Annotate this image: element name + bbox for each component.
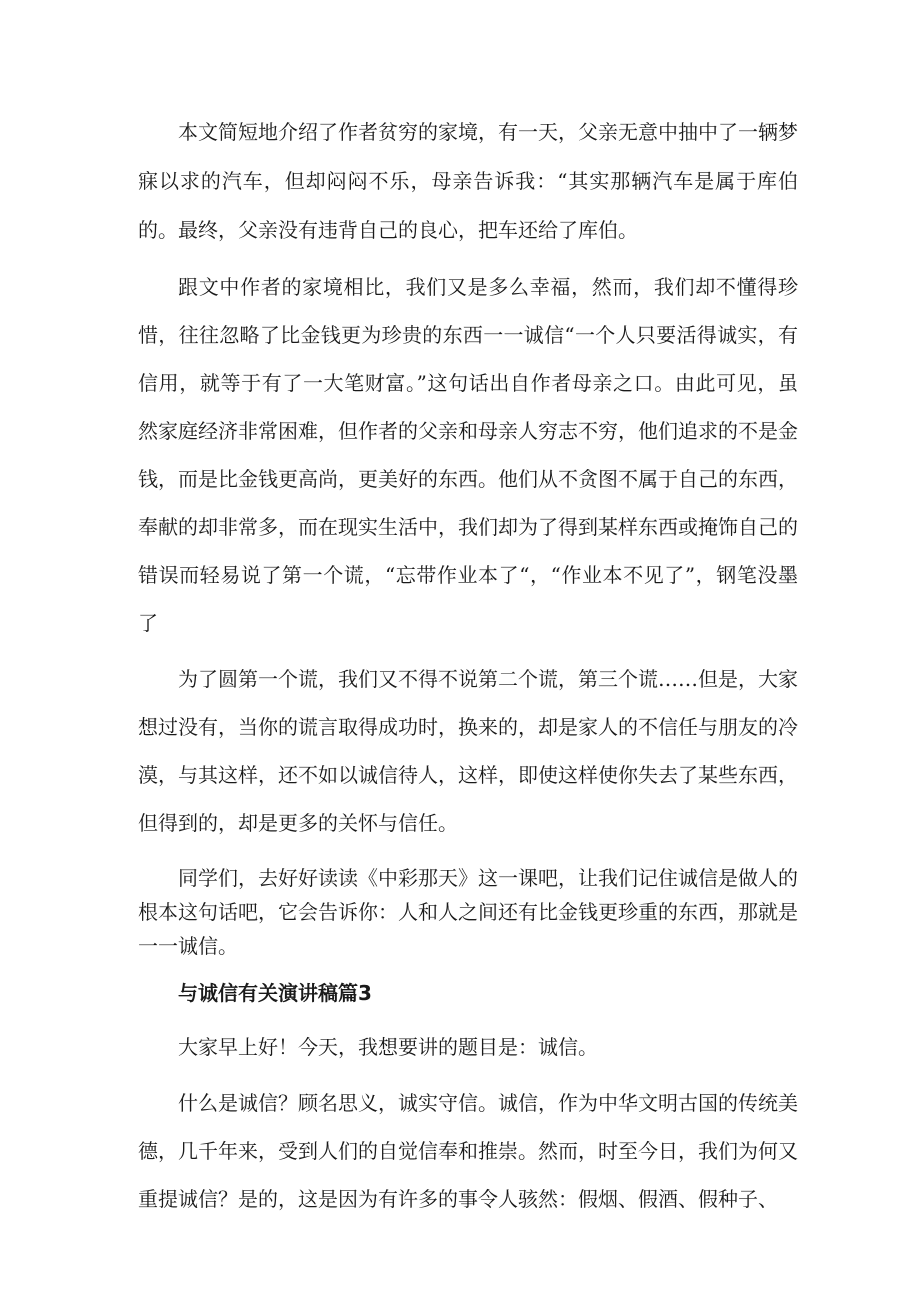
document-page [138, 108, 798, 1223]
paragraph-lies: 为了圆第一个谎，我们又不得不说第二个谎，第三个谎……但是，大家想过没有，当你的谎言取得成功时，换来的，却是家人的不信任与朋友的冷漠，与其这样，还不如以诚信待人，这样，即使这样使你失去了某些东西，但得到的，却是更多的关怀与信任。 [138, 667, 798, 835]
paragraph-greeting: 大家早上好！今天，我想要讲的题目是：诚信。 [178, 1035, 598, 1059]
paragraph-comparison: 跟文中作者的家境相比，我们又是多么幸福，然而，我们却不懂得珍惜，往往忽略了比金钱更为珍贵的东西一一诚信“一个人只要活得诚实，有信用，就等于有了一大笔财富。”这句话出自作者母亲之口。由此可见，虽然家庭经济非常困难，但作者的父亲和母亲人穷志不穷，他们追求的不是金钱，而是比金钱更高尚，更美好的东西。他们从不贪图不属于自己的东西，奉献的却非常多，而在现实生活中，我们却为了得到某样东西或掩饰自己的错误而轻易说了第一个谎，“忘带作业本了“，“作业本不见了”，钢笔没墨了 [138, 275, 798, 635]
paragraph-definition: 什么是诚信？顾名思义，诚实守信。诚信，作为中华文明古国的传统美德，几千年来，受到人们的自觉信奉和推崇。然而，时至今日，我们为何又重提诚信？是的，这是因为有许多的事令人骇然：假烟、假酒、假种子、 [138, 1091, 798, 1211]
paragraph-summary: 本文简短地介绍了作者贫穷的家境，有一天，父亲无意中抽中了一辆梦寐以求的汽车，但却闷闷不乐，母亲告诉我：“其实那辆汽车是属于库伯的。最终，父亲没有违背自己的良心，把车还给了库伯。 [138, 120, 798, 242]
section-heading: 与诚信有关演讲稿篇3 [178, 981, 372, 1005]
paragraph-conclusion: 同学们，去好好读读《中彩那天》这一课吧，让我们记住诚信是做人的根本这句话吧，它会告诉你：人和人之间还有比金钱更珍重的东西，那就是一一诚信。 [138, 866, 798, 958]
